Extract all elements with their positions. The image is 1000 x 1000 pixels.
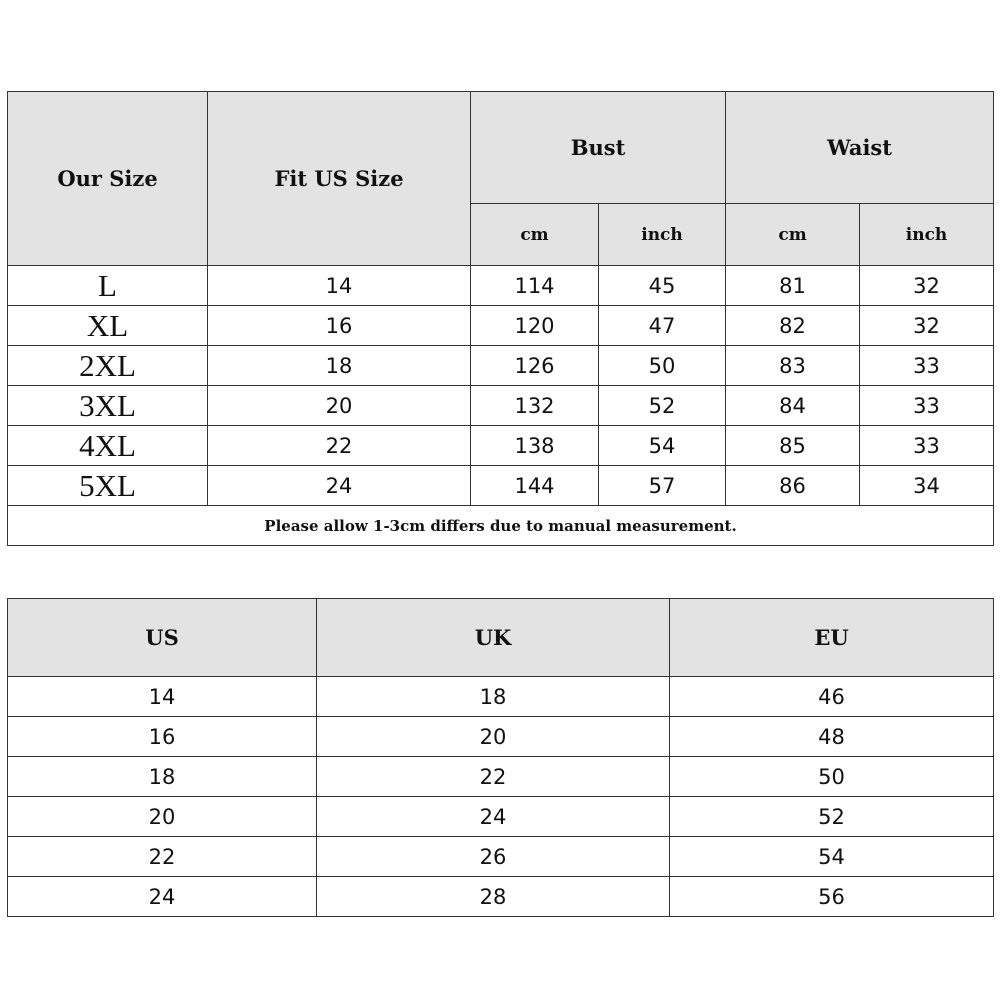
uk-value: 24 — [317, 797, 670, 837]
size-row — [8, 346, 994, 386]
bust-inch-value: 52 — [599, 386, 726, 426]
eu-value: 56 — [670, 877, 994, 917]
eu-value: 50 — [670, 757, 994, 797]
bust-inch-value: 57 — [599, 466, 726, 506]
conversion-row — [8, 677, 994, 717]
size-label: XL — [8, 306, 208, 346]
size-label: L — [8, 266, 208, 306]
bust-cm-header: cm — [471, 204, 599, 266]
us-size-value: 16 — [208, 306, 471, 346]
uk-value: 18 — [317, 677, 670, 717]
conversion-row — [8, 797, 994, 837]
waist-inch-value: 33 — [860, 386, 994, 426]
eu-value: 54 — [670, 837, 994, 877]
eu-value: 48 — [670, 717, 994, 757]
bust-header: Bust — [471, 92, 726, 204]
eu-header: EU — [670, 599, 994, 677]
us-value: 22 — [8, 837, 317, 877]
us-value: 18 — [8, 757, 317, 797]
bust-inch-value: 47 — [599, 306, 726, 346]
bust-inch-value: 54 — [599, 426, 726, 466]
us-value: 14 — [8, 677, 317, 717]
size-row — [8, 466, 994, 506]
us-size-value: 20 — [208, 386, 471, 426]
fit-us-size-header: Fit US Size — [208, 92, 471, 266]
eu-value: 46 — [670, 677, 994, 717]
conversion-row — [8, 757, 994, 797]
waist-inch-value: 32 — [860, 266, 994, 306]
waist-inch-value: 34 — [860, 466, 994, 506]
waist-cm-value: 83 — [726, 346, 860, 386]
uk-value: 26 — [317, 837, 670, 877]
size-chart-table — [7, 91, 994, 546]
bust-inch-value: 45 — [599, 266, 726, 306]
waist-inch-value: 32 — [860, 306, 994, 346]
bust-cm-value: 120 — [471, 306, 599, 346]
size-label: 3XL — [8, 386, 208, 426]
size-label: 4XL — [8, 426, 208, 466]
us-size-value: 24 — [208, 466, 471, 506]
bust-cm-value: 126 — [471, 346, 599, 386]
measurement-note: Please allow 1-3cm differs due to manual measurement. — [8, 506, 994, 546]
waist-cm-value: 82 — [726, 306, 860, 346]
waist-cm-value: 84 — [726, 386, 860, 426]
us-size-value: 14 — [208, 266, 471, 306]
waist-inch-value: 33 — [860, 426, 994, 466]
waist-cm-value: 85 — [726, 426, 860, 466]
conversion-row — [8, 717, 994, 757]
us-header: US — [8, 599, 317, 677]
size-label: 5XL — [8, 466, 208, 506]
waist-inch-header: inch — [860, 204, 994, 266]
bust-cm-value: 132 — [471, 386, 599, 426]
our-size-header: Our Size — [8, 92, 208, 266]
bust-cm-value: 138 — [471, 426, 599, 466]
bust-inch-header: inch — [599, 204, 726, 266]
us-size-value: 18 — [208, 346, 471, 386]
size-conversion-table — [7, 598, 994, 917]
us-value: 20 — [8, 797, 317, 837]
uk-value: 28 — [317, 877, 670, 917]
bust-cm-value: 114 — [471, 266, 599, 306]
uk-value: 22 — [317, 757, 670, 797]
size-row — [8, 426, 994, 466]
waist-cm-header: cm — [726, 204, 860, 266]
uk-value: 20 — [317, 717, 670, 757]
size-row — [8, 386, 994, 426]
bust-inch-value: 50 — [599, 346, 726, 386]
bust-cm-value: 144 — [471, 466, 599, 506]
waist-header: Waist — [726, 92, 994, 204]
waist-inch-value: 33 — [860, 346, 994, 386]
waist-cm-value: 81 — [726, 266, 860, 306]
us-size-value: 22 — [208, 426, 471, 466]
us-value: 16 — [8, 717, 317, 757]
us-value: 24 — [8, 877, 317, 917]
waist-cm-value: 86 — [726, 466, 860, 506]
size-row — [8, 306, 994, 346]
conversion-row — [8, 877, 994, 917]
size-label: 2XL — [8, 346, 208, 386]
size-row — [8, 266, 994, 306]
conversion-row — [8, 837, 994, 877]
uk-header: UK — [317, 599, 670, 677]
eu-value: 52 — [670, 797, 994, 837]
